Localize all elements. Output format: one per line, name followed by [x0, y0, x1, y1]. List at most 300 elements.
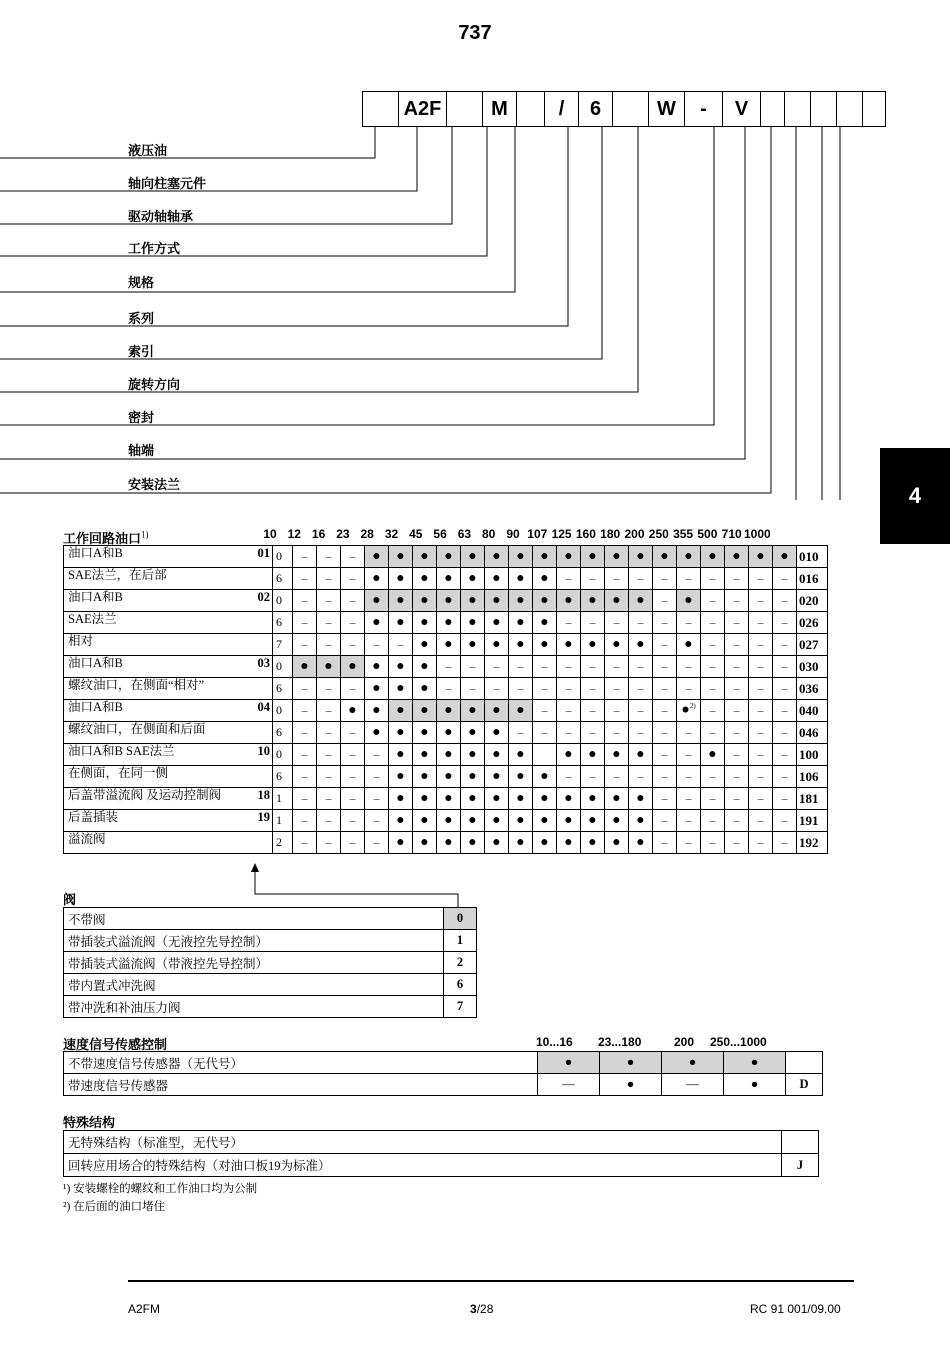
availability-cell: –	[773, 744, 797, 766]
availability-cell: –	[677, 722, 701, 744]
availability-cell: ●	[605, 744, 629, 766]
availability-cell: –	[725, 766, 749, 788]
availability-cell: –	[341, 788, 365, 810]
availability-cell: ●	[461, 788, 485, 810]
availability-cell: –	[365, 744, 389, 766]
availability-cell: ●	[413, 568, 437, 590]
availability-cell: ●	[437, 832, 461, 854]
availability-cell: –	[701, 612, 725, 634]
special-code: J	[782, 1154, 819, 1177]
availability-cell: –	[581, 612, 605, 634]
size-header: 107	[527, 527, 548, 541]
availability-cell: –	[701, 700, 725, 722]
availability-cell: –	[341, 546, 365, 568]
availability-cell: –	[533, 678, 557, 700]
availability-cell: ●	[389, 722, 413, 744]
port-group	[248, 678, 273, 700]
footer-page-total: /28	[476, 1302, 494, 1316]
availability-cell: ●	[749, 546, 773, 568]
table-row	[64, 656, 828, 678]
availability-cell: –	[341, 722, 365, 744]
availability-cell: –	[341, 744, 365, 766]
availability-cell: ●	[437, 590, 461, 612]
valve-desc: 带内置式冲洗阀	[64, 974, 444, 996]
availability-cell: –	[605, 612, 629, 634]
availability-cell: –	[677, 810, 701, 832]
availability-cell: –	[701, 678, 725, 700]
availability-cell: –	[749, 678, 773, 700]
table-row	[64, 1052, 823, 1074]
availability-cell: –	[317, 766, 341, 788]
port-code: 106	[797, 766, 828, 788]
availability-cell: ●	[461, 568, 485, 590]
valve-code: 2	[444, 952, 477, 974]
table-row	[64, 568, 828, 590]
availability-cell: –	[749, 766, 773, 788]
code-label: 工作方式	[128, 241, 181, 256]
speed-col-header: 23...180	[598, 1035, 642, 1049]
availability-cell: –	[437, 656, 461, 678]
port-desc: 油口A和B SAE法兰	[64, 744, 249, 766]
availability-cell: –	[629, 678, 653, 700]
availability-cell: –	[677, 656, 701, 678]
speed-cell: ●	[600, 1074, 662, 1096]
order-code-box: W	[649, 92, 685, 126]
availability-cell: –	[701, 568, 725, 590]
footer-rule	[128, 1280, 854, 1282]
availability-cell: –	[773, 590, 797, 612]
availability-cell: –	[653, 656, 677, 678]
port-desc: 螺纹油口，在侧面“相对”	[64, 678, 249, 700]
availability-cell: ●	[437, 788, 461, 810]
port-option: 0	[273, 744, 293, 766]
availability-cell: ●	[461, 766, 485, 788]
availability-cell: ●	[461, 612, 485, 634]
availability-cell: –	[581, 568, 605, 590]
availability-cell: –	[341, 612, 365, 634]
port-desc: 在侧面，在同一侧	[64, 766, 249, 788]
table-row	[64, 1131, 819, 1154]
availability-cell: –	[317, 590, 341, 612]
availability-cell	[533, 744, 557, 766]
availability-cell: –	[317, 700, 341, 722]
availability-cell: ●	[461, 832, 485, 854]
availability-cell: –	[677, 832, 701, 854]
availability-cell: –	[773, 832, 797, 854]
speed-table	[63, 1051, 823, 1096]
availability-cell: ●	[389, 590, 413, 612]
availability-cell: –	[389, 634, 413, 656]
port-code: 010	[797, 546, 828, 568]
availability-cell: ●	[581, 634, 605, 656]
chapter-tab: 4	[880, 448, 950, 544]
availability-cell: –	[629, 612, 653, 634]
code-label: 系列	[128, 311, 155, 326]
availability-cell: ●	[629, 788, 653, 810]
order-code-box: 6	[579, 92, 613, 126]
availability-cell: –	[533, 700, 557, 722]
availability-cell: –	[605, 568, 629, 590]
size-header: 16	[311, 527, 326, 541]
availability-cell: –	[293, 546, 317, 568]
availability-cell: –	[293, 722, 317, 744]
ports-title: 工作回路油口$^{1)}$	[63, 529, 149, 546]
availability-cell: –	[317, 744, 341, 766]
availability-cell: ●	[509, 546, 533, 568]
speed-cell: ●	[724, 1052, 786, 1074]
availability-cell: –	[677, 766, 701, 788]
table-row	[64, 546, 828, 568]
port-desc: 油口A和B	[64, 700, 249, 722]
port-desc: 油口A和B	[64, 546, 249, 568]
table-row	[64, 832, 828, 854]
speed-cell: ●	[724, 1074, 786, 1096]
port-option: 0	[273, 546, 293, 568]
availability-cell: ●	[365, 656, 389, 678]
availability-cell: –	[725, 744, 749, 766]
code-label: 安装法兰	[128, 477, 181, 492]
availability-cell: –	[317, 546, 341, 568]
size-header: 355	[673, 527, 694, 541]
availability-cell: –	[557, 722, 581, 744]
availability-cell: –	[749, 810, 773, 832]
availability-cell: –	[629, 656, 653, 678]
availability-cell: ●	[509, 744, 533, 766]
availability-cell: ●	[509, 590, 533, 612]
availability-cell: –	[653, 788, 677, 810]
size-header: 63	[457, 527, 472, 541]
port-option: 6	[273, 678, 293, 700]
availability-cell: –	[773, 568, 797, 590]
availability-cell: ●	[413, 744, 437, 766]
code-label: 旋转方向	[128, 377, 181, 392]
availability-cell: –	[365, 810, 389, 832]
size-header: 28	[360, 527, 374, 541]
code-label: 索引	[128, 344, 155, 359]
availability-cell: –	[317, 612, 341, 634]
speed-desc: 不带速度信号传感器（无代号）	[64, 1052, 538, 1074]
speed-cell: ●	[662, 1052, 724, 1074]
availability-cell: ●	[653, 546, 677, 568]
availability-cell: –	[485, 656, 509, 678]
availability-cell: ●	[365, 590, 389, 612]
availability-cell: –	[701, 656, 725, 678]
availability-cell: –	[725, 678, 749, 700]
availability-cell: ●	[509, 700, 533, 722]
size-header: 200	[624, 527, 645, 541]
availability-cell: –	[725, 788, 749, 810]
size-header: 500	[697, 527, 718, 541]
size-header: 710	[721, 527, 742, 541]
availability-cell: –	[653, 568, 677, 590]
availability-cell: ●	[605, 590, 629, 612]
availability-cell: –	[677, 678, 701, 700]
availability-cell: –	[773, 788, 797, 810]
availability-cell: –	[653, 722, 677, 744]
availability-cell: ●	[485, 634, 509, 656]
valve-desc: 不带阀	[64, 908, 444, 930]
order-code-box: -	[685, 92, 723, 126]
availability-cell: –	[293, 634, 317, 656]
availability-cell: –	[653, 810, 677, 832]
availability-cell: –	[749, 832, 773, 854]
availability-cell: ●	[701, 744, 725, 766]
availability-cell: –	[749, 744, 773, 766]
availability-cell: –	[653, 766, 677, 788]
speed-col-header: 250...1000	[710, 1035, 767, 1049]
availability-cell: –	[749, 634, 773, 656]
availability-cell: –	[461, 678, 485, 700]
availability-cell: ●	[365, 612, 389, 634]
availability-cell: –	[365, 832, 389, 854]
order-code-box: A2F	[399, 92, 447, 126]
footer-page	[470, 1302, 493, 1316]
availability-cell: –	[341, 568, 365, 590]
availability-cell: –	[773, 656, 797, 678]
availability-cell: –	[533, 722, 557, 744]
size-header: 80	[482, 527, 496, 541]
availability-cell: –	[293, 744, 317, 766]
availability-cell: ●	[677, 546, 701, 568]
availability-cell: ●	[533, 634, 557, 656]
availability-cell: ●	[581, 546, 605, 568]
port-code: 016	[797, 568, 828, 590]
speed-cell: —	[538, 1074, 600, 1096]
availability-cell: ●	[485, 568, 509, 590]
availability-cell: –	[485, 678, 509, 700]
table-row	[64, 722, 828, 744]
availability-cell: ●	[413, 810, 437, 832]
availability-cell: ●	[461, 744, 485, 766]
availability-cell: ●	[437, 744, 461, 766]
availability-cell: ●	[533, 590, 557, 612]
availability-cell: –	[677, 788, 701, 810]
code-label: 密封	[128, 410, 155, 425]
availability-cell: ●	[293, 656, 317, 678]
availability-cell: –	[773, 678, 797, 700]
availability-cell: –	[557, 568, 581, 590]
availability-cell: –	[725, 832, 749, 854]
availability-cell: –	[677, 568, 701, 590]
availability-cell: ●	[509, 766, 533, 788]
availability-cell: ●	[725, 546, 749, 568]
port-code: 027	[797, 634, 828, 656]
valve-pointer	[240, 860, 480, 910]
speed-col-header: 10...16	[536, 1035, 573, 1049]
footer-page-current: 3	[470, 1302, 477, 1316]
availability-cell: –	[653, 590, 677, 612]
availability-cell: ●	[389, 546, 413, 568]
availability-cell: –	[365, 788, 389, 810]
availability-cell: ●	[629, 546, 653, 568]
availability-cell: –	[653, 700, 677, 722]
availability-cell: ●	[605, 634, 629, 656]
port-desc: 油口A和B	[64, 656, 249, 678]
availability-cell: –	[317, 788, 341, 810]
port-code: 030	[797, 656, 828, 678]
port-group	[248, 832, 273, 854]
availability-cell: –	[317, 722, 341, 744]
availability-cell: –	[653, 612, 677, 634]
availability-cell: ●	[437, 700, 461, 722]
availability-cell: ●	[365, 568, 389, 590]
availability-cell: –	[581, 678, 605, 700]
availability-cell: ●	[629, 744, 653, 766]
availability-cell: ●	[509, 634, 533, 656]
availability-cell: ●	[533, 568, 557, 590]
table-row	[64, 788, 828, 810]
availability-cell: –	[605, 656, 629, 678]
port-code: 020	[797, 590, 828, 612]
availability-cell: –	[341, 832, 365, 854]
availability-cell: –	[317, 678, 341, 700]
speed-desc: 带速度信号传感器	[64, 1074, 538, 1096]
availability-cell: ●	[485, 546, 509, 568]
availability-cell: ●	[317, 656, 341, 678]
availability-cell: ●	[389, 744, 413, 766]
valve-desc: 带插装式溢流阀（带液控先导控制）	[64, 952, 444, 974]
availability-cell: ●	[389, 832, 413, 854]
availability-cell: ●	[605, 546, 629, 568]
availability-cell: –	[341, 634, 365, 656]
availability-cell: –	[749, 700, 773, 722]
availability-cell: –	[725, 810, 749, 832]
availability-cell: –	[341, 678, 365, 700]
port-option: 0	[273, 590, 293, 612]
availability-cell: –	[677, 744, 701, 766]
size-header: 180	[600, 527, 621, 541]
availability-cell: ●	[485, 832, 509, 854]
port-option: 6	[273, 722, 293, 744]
availability-cell: ●	[365, 546, 389, 568]
table-row	[64, 930, 477, 952]
port-code: 100	[797, 744, 828, 766]
availability-cell: –	[773, 722, 797, 744]
port-desc: 油口A和B	[64, 590, 249, 612]
size-header: 1000	[744, 527, 771, 541]
table-row	[64, 908, 477, 930]
port-code: 046	[797, 722, 828, 744]
availability-cell: ●	[413, 700, 437, 722]
table-row	[64, 1074, 823, 1096]
table-row	[64, 634, 828, 656]
code-label: 规格	[128, 275, 155, 290]
availability-cell: ●	[461, 546, 485, 568]
port-option: 6	[273, 568, 293, 590]
port-group	[248, 634, 273, 656]
special-desc: 回转应用场合的特殊结构（对油口板19为标准）	[64, 1154, 782, 1177]
availability-cell: ●	[437, 722, 461, 744]
size-header: 90	[506, 527, 520, 541]
availability-cell: ●	[437, 634, 461, 656]
availability-cell: –	[629, 766, 653, 788]
availability-cell: ●	[485, 744, 509, 766]
note-mark: 2)	[689, 702, 696, 711]
availability-cell: ●	[437, 568, 461, 590]
availability-cell: ●	[437, 612, 461, 634]
availability-cell: ●	[557, 744, 581, 766]
availability-cell: –	[749, 590, 773, 612]
availability-cell: –	[461, 656, 485, 678]
availability-cell: –	[341, 810, 365, 832]
availability-cell: –	[677, 612, 701, 634]
port-group: 04	[248, 700, 273, 722]
table-row	[64, 996, 477, 1018]
availability-cell: –	[317, 634, 341, 656]
availability-cell: –	[773, 766, 797, 788]
code-label: 轴端	[128, 443, 155, 458]
availability-cell: ●	[413, 656, 437, 678]
availability-cell: –	[557, 700, 581, 722]
availability-cell: ●	[557, 810, 581, 832]
table-row	[64, 744, 828, 766]
availability-cell: –	[533, 656, 557, 678]
port-group: 02	[248, 590, 273, 612]
table-row	[64, 766, 828, 788]
availability-cell: –	[365, 766, 389, 788]
speed-col-header: 200	[674, 1035, 695, 1049]
availability-cell: –	[773, 634, 797, 656]
availability-cell: ●	[461, 590, 485, 612]
port-desc: SAE法兰	[64, 612, 249, 634]
port-code: 191	[797, 810, 828, 832]
valve-code: 0	[444, 908, 477, 930]
availability-cell: –	[653, 678, 677, 700]
order-code-box: /	[545, 92, 579, 126]
availability-cell: ●	[389, 656, 413, 678]
availability-cell: ●	[557, 634, 581, 656]
valve-desc: 带冲洗和补油压力阀	[64, 996, 444, 1018]
port-code: 192	[797, 832, 828, 854]
availability-cell: –	[509, 678, 533, 700]
availability-cell: –	[317, 810, 341, 832]
special-title: 特殊结构	[63, 1115, 116, 1130]
speed-code: D	[786, 1074, 823, 1096]
size-header: 45	[409, 527, 423, 541]
footer-right: RC 91 001/09.00	[750, 1302, 841, 1316]
availability-cell: ●	[389, 810, 413, 832]
availability-cell: –	[701, 810, 725, 832]
valve-title: 阀	[63, 892, 77, 907]
port-desc: 溢流阀	[64, 832, 249, 854]
availability-cell: ●	[533, 788, 557, 810]
availability-cell: –	[725, 700, 749, 722]
table-row	[64, 590, 828, 612]
availability-cell: ●	[437, 810, 461, 832]
availability-cell: ●	[629, 832, 653, 854]
port-code: 026	[797, 612, 828, 634]
code-label: 轴向柱塞元件	[128, 176, 207, 191]
availability-cell: –	[725, 634, 749, 656]
availability-cell: ●	[485, 612, 509, 634]
order-code-box: V	[723, 92, 761, 126]
port-group	[248, 612, 273, 634]
availability-cell: ●	[413, 678, 437, 700]
size-header: 23	[336, 527, 350, 541]
availability-cell: –	[293, 612, 317, 634]
port-group: 03	[248, 656, 273, 678]
speed-title: 速度信号传感控制	[63, 1037, 168, 1052]
availability-cell: –	[365, 634, 389, 656]
availability-cell: –	[293, 678, 317, 700]
availability-cell: ●	[437, 766, 461, 788]
availability-cell: –	[605, 678, 629, 700]
availability-cell: ●	[773, 546, 797, 568]
port-code: 181	[797, 788, 828, 810]
speed-code	[786, 1052, 823, 1074]
availability-cell: –	[605, 722, 629, 744]
availability-cell: ●	[389, 788, 413, 810]
